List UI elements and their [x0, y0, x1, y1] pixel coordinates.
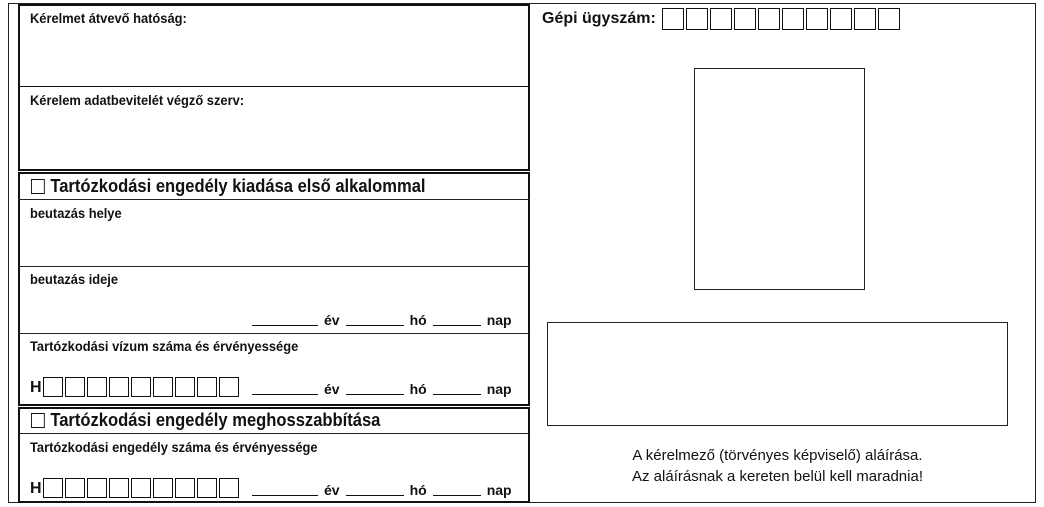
authority-label: Kérelmet átvevő hatóság:: [30, 10, 187, 26]
extension-title-divider: [18, 433, 530, 434]
year-label: év: [324, 381, 340, 397]
entry-place-divider: [18, 266, 530, 267]
authority-field[interactable]: [22, 30, 526, 82]
first-issue-title-divider: [18, 199, 530, 200]
entry-place-field[interactable]: [22, 224, 526, 264]
visa-prefix: H: [30, 379, 42, 396]
permit-prefix: H: [30, 480, 42, 497]
first-issue-title[interactable]: [31, 176, 426, 197]
case-number-row[interactable]: [542, 8, 902, 30]
month-label: hó: [409, 482, 427, 498]
data-entry-label: Kérelem adatbevitelét végző szerv:: [30, 92, 245, 108]
visa-label: Tartózkodási vízum száma és érvényessége: [30, 338, 299, 354]
entry-date-divider: [18, 333, 530, 334]
month-label: hó: [409, 312, 427, 328]
day-label: nap: [486, 312, 512, 328]
year-label: év: [324, 312, 340, 328]
data-entry-field[interactable]: [22, 112, 526, 166]
entry-date-line[interactable]: [246, 312, 512, 328]
month-label: hó: [409, 381, 427, 397]
case-number-boxes[interactable]: [662, 8, 902, 30]
extension-title-text: Tartózkodási engedély meghosszabbítása: [50, 410, 381, 430]
permit-number-boxes[interactable]: [43, 478, 241, 498]
visa-number-row[interactable]: [30, 377, 241, 397]
signature-caption: A kérelmező (törvényes képviselő) aláírása.: [632, 447, 923, 464]
year-label: év: [324, 482, 340, 498]
authority-divider: [18, 86, 530, 87]
extension-title[interactable]: [31, 410, 380, 431]
day-label: nap: [486, 381, 512, 397]
visa-validity-line[interactable]: [246, 381, 512, 397]
signature-note: Az aláírásnak a kereten belül kell maradnia!: [632, 468, 923, 485]
entry-place-label: beutazás helye: [30, 205, 122, 221]
first-issue-checkbox[interactable]: [31, 179, 45, 194]
permit-number-row[interactable]: [30, 478, 241, 498]
signature-box[interactable]: [547, 322, 1008, 426]
photo-box[interactable]: [694, 68, 865, 290]
extension-checkbox[interactable]: [31, 413, 45, 428]
case-number-label: Gépi ügyszám:: [542, 10, 656, 27]
day-label: nap: [486, 482, 512, 498]
first-issue-title-text: Tartózkodási engedély kiadása első alkalommal: [50, 176, 426, 196]
signature-instructions: [547, 445, 1008, 487]
permit-label: Tartózkodási engedély száma és érvényessége: [30, 439, 318, 455]
entry-date-label: beutazás ideje: [30, 271, 119, 287]
permit-validity-line[interactable]: [246, 482, 512, 498]
visa-number-boxes[interactable]: [43, 377, 241, 397]
